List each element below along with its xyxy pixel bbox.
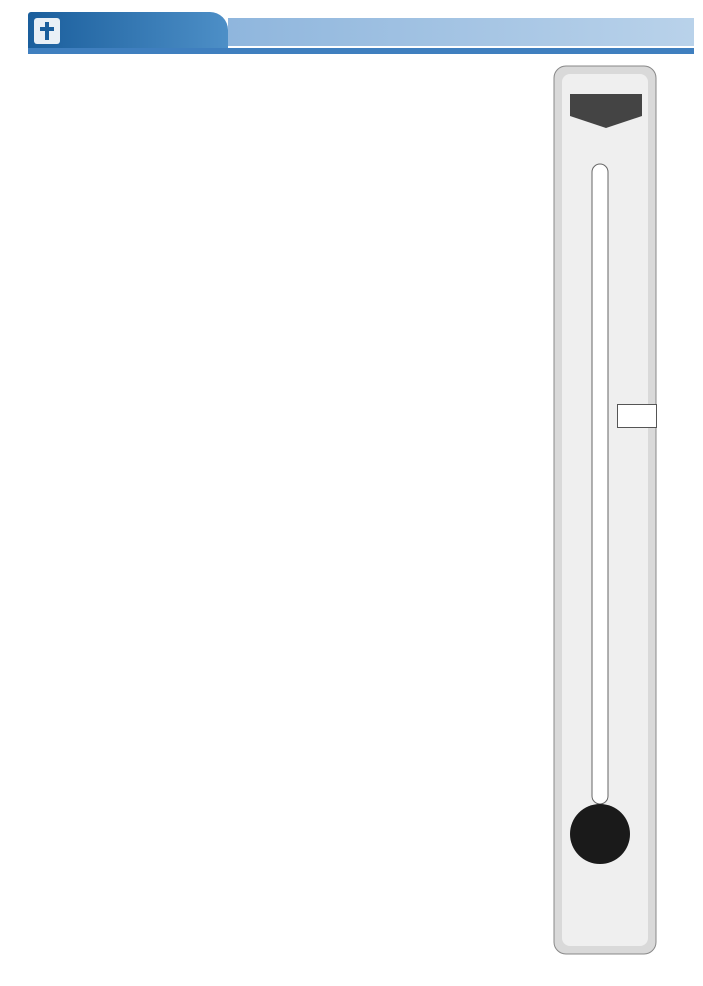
current-temperature-label [617,404,657,428]
soul-thermometer [552,64,660,956]
header-rule [228,18,694,46]
announcements [62,86,548,101]
thermometer-tube [592,164,608,804]
header-underline [28,48,694,54]
cross-logo-icon [34,18,60,44]
header-banner [28,12,698,52]
thermometer-bulb [570,804,630,864]
